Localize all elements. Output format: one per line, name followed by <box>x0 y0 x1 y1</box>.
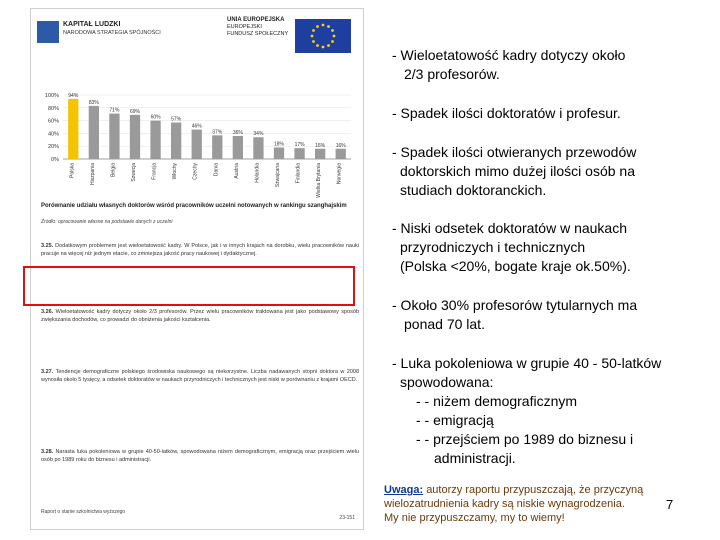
bullet-line: - - przejściem po 1989 do biznesu i <box>416 431 634 447</box>
chart-caption: Porównanie udziału własnych doktorów wśród pracowników uczelni notowanych w rankingu szanghajskim <box>41 203 347 209</box>
paragraph-text: Wieloetatowość kadry dotyczy około 2/3 profesorów. Przez wielu pracowników traktowana jest jako podstawowy sposób zwiększania dochodów, co prowadzi do obniżenia jakości kształcenia. <box>41 309 360 323</box>
bar <box>253 137 263 159</box>
x-tick-label: Holandia <box>254 163 261 183</box>
bar-value-label: 57% <box>171 116 182 123</box>
bar <box>171 123 181 159</box>
bar-value-label: 60% <box>150 114 161 121</box>
bar-value-label: 46% <box>191 123 202 130</box>
x-tick-label: Włochy <box>172 163 179 180</box>
bar-value-label: 69% <box>129 108 141 115</box>
bullet-line: ponad 70 lat. <box>404 316 485 332</box>
bullet-line: - Około 30% profesorów tytularnych ma <box>392 297 638 313</box>
x-tick-label: Austria <box>233 163 240 179</box>
bar-value-label: 34% <box>253 131 264 138</box>
eu-star-icon <box>312 40 315 43</box>
bullet-item <box>392 104 712 123</box>
y-tick-label: 60% <box>47 118 59 125</box>
bullet-line: doktorskich mimo dużej ilości osób na <box>400 163 635 179</box>
bullet-line: przyrodniczych i technicznych <box>400 239 586 255</box>
y-tick-label: 80% <box>47 105 59 112</box>
logo-left-subtitle: NARODOWA STRATEGIA SPÓJNOŚCI <box>63 30 161 36</box>
slide-number: 7 <box>666 497 674 512</box>
eu-logo-line2: EUROPEJSKI <box>227 24 262 30</box>
eu-flag-icon <box>295 19 351 53</box>
eu-star-icon <box>327 44 330 47</box>
bullet-line: - Niski odsetek doktoratów w naukach <box>392 220 627 236</box>
bar <box>130 115 140 159</box>
eu-star-icon <box>322 24 325 27</box>
eu-logo-line1: UNIA EUROPEJSKA <box>227 17 285 23</box>
bar-value-label: 36% <box>232 129 243 136</box>
eu-logo-text <box>227 17 293 38</box>
eu-logo-line3: FUNDUSZ SPOŁECZNY <box>227 31 289 37</box>
note-box <box>384 483 684 525</box>
paragraph-number: 3.25. <box>41 243 54 249</box>
logo-box-icon <box>37 21 59 43</box>
note-label: Uwaga: <box>384 484 424 496</box>
eu-logo <box>227 17 355 55</box>
document-page-number: 23-151 <box>339 515 355 521</box>
document-footer: Raport o stanie szkolnictwa wyższego <box>41 509 126 515</box>
paragraph-number: 3.28. <box>41 449 54 455</box>
note-text-3: My nie przypuszczamy, my to wiemy! <box>384 512 565 524</box>
x-tick-label: Finlandia <box>295 163 302 184</box>
bar-value-label: 16% <box>335 142 346 149</box>
bar <box>150 121 160 159</box>
bullet-line: spowodowana: <box>400 374 494 390</box>
paragraph-text: Narasta luka pokoleniowa w grupie 40-50-latków, spowodowana niżem demograficznym, emigracją oraz przejściem wielu osób po 1989 roku do biznesu i administracji. <box>41 449 359 463</box>
bullet-line: - - niżem demograficznym <box>416 393 578 409</box>
bar <box>233 136 243 159</box>
paragraph-text: Dodatkowym problemem jest wieloetatowość kadry. W Polsce, jak i w innych krajach na dorobku, wielu pracowników nauki pracuje na więcej niż jednym etacie, co zmniejsza jakość pracy naukowej i dydaktycznej. <box>41 243 360 257</box>
eu-star-icon <box>327 25 330 28</box>
bullet-item <box>392 143 712 200</box>
y-tick-label: 20% <box>47 144 59 151</box>
eu-star-icon <box>331 40 334 43</box>
red-highlight-box <box>23 266 355 306</box>
bar-value-label: 17% <box>294 142 305 149</box>
eu-star-icon <box>322 46 325 49</box>
x-tick-label: Szwecja <box>131 163 137 182</box>
bullet-line: - - emigracją <box>416 412 494 428</box>
logo-left-title: KAPITAŁ LUDZKI <box>63 21 121 28</box>
bar-value-label: 16% <box>315 142 326 149</box>
x-tick-label: Hiszpania <box>89 163 96 185</box>
y-tick-label: 0% <box>51 157 59 163</box>
bullet-line: - Wieloetatowość kadry dotyczy około <box>392 47 626 63</box>
bar-chart-svg <box>31 91 363 199</box>
y-tick-label: 100% <box>44 93 59 99</box>
bullet-item <box>392 46 712 84</box>
eu-star-icon <box>331 29 334 32</box>
bar <box>89 106 99 159</box>
bar <box>294 148 304 159</box>
paragraph-3-26 <box>41 309 359 324</box>
x-tick-label: Wielka Brytania <box>316 163 323 198</box>
bar-value-label: 83% <box>88 99 99 106</box>
eu-star-icon <box>316 25 319 28</box>
bullet-line: studiach doktoranckich. <box>400 182 547 198</box>
bullet-line: administracji. <box>434 450 516 466</box>
paragraph-text: Tendencje demograficzne polskiego środowiska naukowego są niekorzystne. Liczba nadawanych stopni doktora w 2008 wynosiła około 5 tysięcy, a odsetek doktoratów w naukach przyrodniczych i technicznych jest niski w porównaniu z krajami OECD. <box>41 369 360 383</box>
paragraph-number: 3.26. <box>41 309 54 315</box>
bar <box>109 114 119 159</box>
note-text-1: autorzy raportu przypuszczają, że przyczyną <box>426 484 644 496</box>
x-tick-label: Szwajcaria <box>275 163 281 188</box>
eu-star-icon <box>333 35 336 38</box>
eu-star-icon <box>312 29 315 32</box>
x-tick-label: Norwegia <box>336 163 343 185</box>
kapital-ludzki-logo <box>37 17 161 53</box>
note-text-2: wielozatrudnienia kadry są niskie wynagrodzenia. <box>384 498 625 510</box>
bar <box>212 135 222 159</box>
x-tick-label: Polska <box>69 163 76 179</box>
bullet-item <box>392 296 712 334</box>
x-tick-label: Dania <box>213 163 220 177</box>
bullet-item <box>392 219 712 276</box>
bar-chart <box>31 91 363 199</box>
bullet-line: 2/3 profesorów. <box>404 66 500 82</box>
bar <box>192 130 202 159</box>
eu-star-icon <box>311 35 314 38</box>
bullet-line: - Spadek ilości doktoratów i profesur. <box>392 105 621 121</box>
eu-star-icon <box>316 44 319 47</box>
chart-source-note: Źródło: opracowanie własne na podstawie danych z uczelni <box>41 219 173 225</box>
x-tick-label: Francja <box>151 163 158 180</box>
bar <box>336 149 346 159</box>
paragraph-3-28 <box>41 449 359 464</box>
bar-value-label: 37% <box>212 129 223 136</box>
bullet-item <box>392 354 712 468</box>
bullet-line: - Luka pokoleniowa w grupie 40 - 50-latków <box>392 355 662 371</box>
paragraph-3-25 <box>41 243 359 258</box>
bar-value-label: 18% <box>273 141 285 148</box>
bar <box>274 147 284 159</box>
bar-value-label: 94% <box>68 92 79 99</box>
x-tick-label: Belgia <box>110 163 117 177</box>
paragraph-3-27 <box>41 369 359 384</box>
bar-value-label: 71% <box>109 107 120 114</box>
paragraph-number: 3.27. <box>41 369 54 375</box>
bullet-line: - Spadek ilości otwieranych przewodów <box>392 144 637 160</box>
x-tick-label: Czechy <box>192 163 199 180</box>
bar <box>315 149 325 159</box>
y-tick-label: 40% <box>47 131 59 138</box>
bar <box>68 99 78 159</box>
bullet-line: (Polska <20%, bogate kraje ok.50%). <box>400 258 631 274</box>
